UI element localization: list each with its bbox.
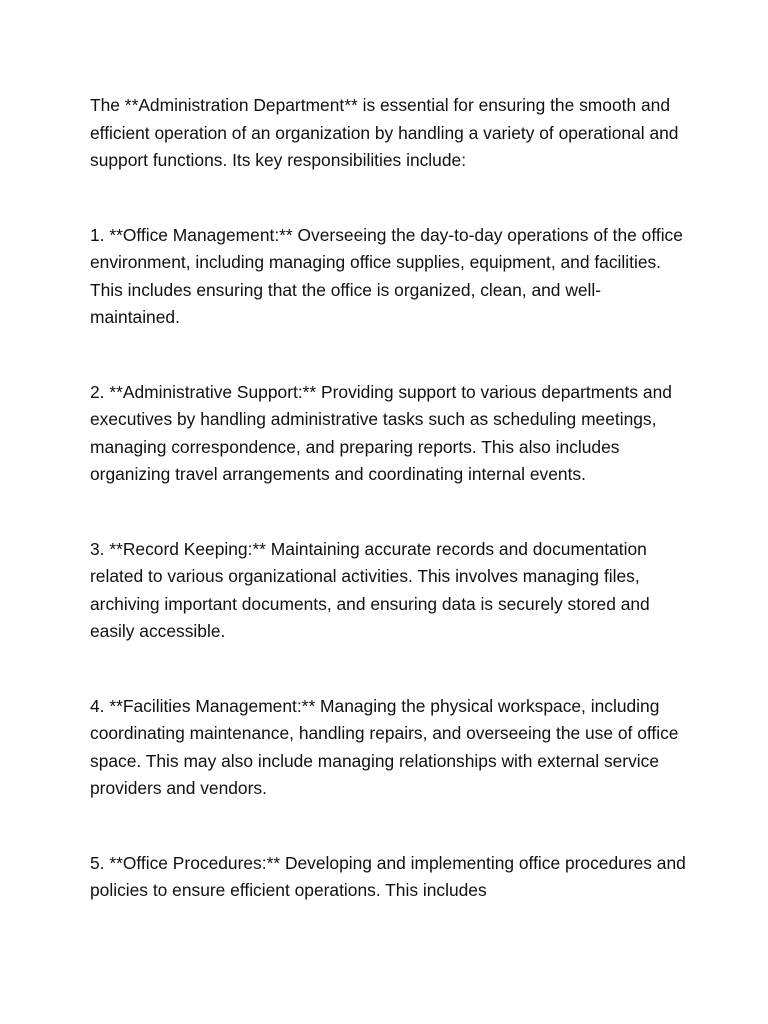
list-item-administrative-support: 2. **Administrative Support:** Providing support to various departments and executives by handling administrative tasks such as scheduling meetings, managing correspondence, and preparing reports. This also includes organizing travel arrangements and coordinating internal events.	[90, 381, 672, 484]
list-item-facilities-management: 4. **Facilities Management:** Managing the physical workspace, including coordinating maintenance, handling repairs, and overseeing the use of office space. This may also include managing relationships with external service providers and vendors.	[90, 695, 679, 798]
list-item-office-procedures: 5. **Office Procedures:** Developing and implementing office procedures and policies to ensure efficient operations. This includes	[90, 852, 686, 900]
document-body	[90, 92, 690, 952]
list-item-record-keeping: 3. **Record Keeping:** Maintaining accurate records and documentation related to various organizational activities. This involves managing files, archiving important documents, and ensuring data is securely stored and easily accessible.	[90, 538, 650, 641]
intro-paragraph: The **Administration Department** is essential for ensuring the smooth and efficient operation of an organization by handling a variety of operational and support functions. Its key responsibilities include:	[90, 95, 679, 170]
list-item-office-management: 1. **Office Management:** Overseeing the day-to-day operations of the office environment, including managing office supplies, equipment, and facilities. This includes ensuring that the office is organized, clean, and well-maintained.	[90, 224, 683, 327]
